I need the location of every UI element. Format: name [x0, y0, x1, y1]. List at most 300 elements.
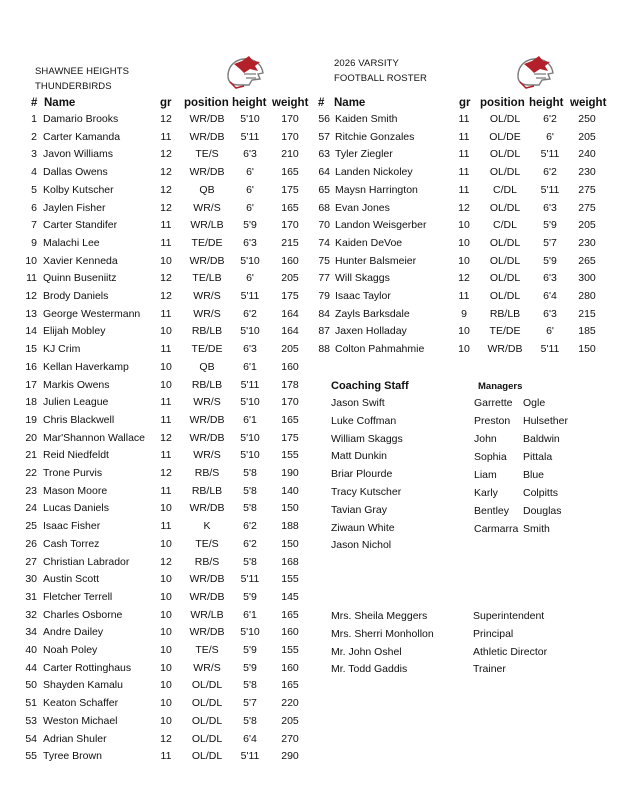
- manager-last-name: Pittala: [523, 451, 553, 463]
- player-number: 18: [25, 396, 37, 409]
- player-weight: 164: [281, 307, 299, 320]
- player-name: Shayden Kamalu: [43, 679, 123, 692]
- player-weight: 265: [578, 254, 596, 267]
- player-grade: 12: [160, 166, 172, 179]
- player-height: 6'1: [243, 360, 257, 373]
- player-grade: 12: [160, 148, 172, 161]
- player-grade: 11: [458, 113, 470, 125]
- player-position: C/DL: [493, 219, 517, 232]
- player-name: Carter Kamanda: [43, 130, 121, 143]
- manager-first-name: Liam: [474, 469, 497, 481]
- player-number: 70: [318, 219, 330, 232]
- player-height: 5'8: [243, 467, 257, 479]
- manager-last-name: Colpitts: [523, 487, 559, 499]
- player-weight: 160: [281, 360, 299, 373]
- player-position: TE/DE: [489, 325, 521, 338]
- admin-role: Superintendent: [473, 610, 545, 622]
- player-name: Kaiden Smith: [335, 113, 398, 125]
- player-position: WR/S: [193, 307, 221, 320]
- player-name: Mason Moore: [43, 484, 108, 497]
- player-number: 44: [25, 661, 37, 674]
- player-height: 5'11: [240, 750, 260, 763]
- player-number: 7: [31, 219, 37, 232]
- player-weight: 155: [281, 644, 299, 656]
- col-header-gr: gr: [160, 97, 172, 109]
- player-number: 88: [318, 343, 330, 356]
- player-position: RB/LB: [489, 307, 521, 320]
- player-number: 12: [25, 290, 37, 302]
- player-weight: 205: [281, 272, 299, 285]
- player-grade: 10: [160, 697, 172, 710]
- player-number: 34: [25, 626, 37, 639]
- player-number: 40: [25, 644, 37, 656]
- player-position: WR/DB: [189, 413, 225, 426]
- coaching-staff-title: Coaching Staff: [331, 380, 409, 392]
- player-number: 14: [25, 325, 37, 338]
- player-name: Tyler Ziegler: [335, 148, 393, 161]
- player-number: 11: [26, 272, 37, 285]
- player-position: QB: [199, 183, 215, 196]
- player-position: K: [203, 520, 211, 533]
- player-number: 68: [318, 201, 330, 214]
- player-weight: 175: [281, 290, 299, 302]
- player-height: 6'2: [543, 113, 557, 125]
- player-height: 5'8: [243, 555, 257, 568]
- player-name: Damario Brooks: [43, 113, 119, 125]
- player-weight: 205: [578, 130, 596, 143]
- player-weight: 155: [281, 449, 299, 462]
- player-position: OL/DL: [191, 750, 223, 763]
- player-number: 16: [25, 360, 37, 373]
- player-height: 5'9: [243, 590, 257, 603]
- player-height: 5'9: [243, 661, 257, 674]
- player-number: 77: [318, 272, 330, 285]
- player-name: Elijah Mobley: [43, 325, 106, 338]
- player-number: 51: [25, 697, 37, 710]
- player-weight: 165: [281, 201, 299, 214]
- player-height: 5'9: [243, 219, 257, 232]
- player-height: 5'11: [540, 183, 560, 196]
- player-number: 74: [318, 236, 330, 249]
- player-position: WR/DB: [189, 113, 225, 125]
- player-position: TE/S: [195, 148, 219, 161]
- player-number: 56: [318, 113, 330, 125]
- manager-first-name: Sophia: [474, 451, 507, 463]
- player-height: 5'10: [240, 626, 260, 639]
- coach-name: Jason Nichol: [331, 539, 392, 552]
- col-header-height: height: [232, 97, 267, 109]
- school-name-line2: THUNDERBIRDS: [35, 81, 112, 92]
- player-position: OL/DL: [489, 166, 521, 179]
- player-grade: 10: [160, 679, 172, 692]
- player-position: WR/DB: [189, 573, 225, 586]
- player-position: WR/S: [193, 201, 221, 214]
- player-grade: 11: [160, 396, 172, 409]
- player-position: WR/DB: [189, 626, 225, 639]
- player-position: WR/DB: [189, 502, 225, 515]
- school-name-line1: SHAWNEE HEIGHTS: [35, 66, 130, 77]
- player-number: 22: [25, 467, 37, 479]
- player-height: 5'10: [240, 254, 260, 267]
- player-position: WR/DB: [189, 590, 225, 603]
- player-grade: 11: [160, 343, 172, 356]
- player-weight: 175: [281, 431, 299, 444]
- player-name: Kaiden DeVoe: [335, 236, 403, 249]
- player-name: Cash Torrez: [43, 537, 100, 550]
- player-position: WR/DB: [189, 254, 225, 267]
- player-height: 6': [246, 183, 254, 196]
- player-name: Markis Owens: [43, 378, 110, 391]
- player-name: Tyree Brown: [43, 750, 102, 763]
- coach-name: William Skaggs: [331, 432, 403, 445]
- player-height: 6'3: [243, 343, 257, 356]
- player-position: WR/DB: [189, 130, 225, 143]
- player-name: Quinn Buseniitz: [43, 272, 117, 285]
- player-position: OL/DL: [191, 732, 223, 745]
- player-weight: 150: [578, 343, 596, 356]
- player-height: 6'2: [243, 307, 257, 320]
- manager-last-name: Blue: [523, 469, 545, 481]
- player-grade: 12: [160, 467, 172, 479]
- player-name: George Westermann: [43, 307, 141, 320]
- player-weight: 160: [281, 626, 299, 639]
- player-position: RB/S: [194, 555, 220, 568]
- player-name: Weston Michael: [43, 714, 118, 727]
- player-grade: 10: [458, 219, 470, 232]
- manager-first-name: Preston: [474, 415, 511, 427]
- player-position: TE/DE: [191, 236, 223, 249]
- player-weight: 170: [281, 113, 299, 125]
- player-weight: 275: [578, 183, 596, 196]
- player-height: 6': [246, 272, 254, 285]
- player-number: 19: [25, 413, 37, 426]
- player-position: WR/S: [193, 661, 221, 674]
- player-position: OL/DL: [489, 113, 521, 125]
- manager-first-name: John: [474, 433, 497, 445]
- player-grade: 10: [160, 537, 172, 550]
- player-number: 5: [31, 183, 37, 196]
- player-number: 64: [318, 166, 330, 179]
- player-position: WR/DB: [189, 431, 225, 444]
- player-grade: 10: [160, 626, 172, 639]
- player-height: 5'10: [240, 325, 260, 338]
- manager-first-name: Bentley: [474, 505, 510, 517]
- admin-name: Mrs. Sheila Meggers: [331, 610, 428, 622]
- player-weight: 165: [281, 608, 299, 621]
- player-grade: 12: [160, 201, 172, 214]
- col-header-name: Name: [334, 97, 366, 109]
- player-number: 23: [25, 484, 37, 497]
- player-grade: 11: [160, 413, 172, 426]
- player-number: 4: [31, 166, 37, 179]
- player-weight: 190: [281, 467, 299, 479]
- player-name: Landon Weisgerber: [335, 219, 427, 232]
- admin-name: Mr. John Oshel: [331, 645, 402, 658]
- player-name: Carter Standifer: [43, 219, 118, 232]
- player-name: Xavier Kenneda: [43, 254, 118, 267]
- player-number: 63: [318, 148, 330, 161]
- col-header-name: Name: [44, 97, 76, 109]
- player-name: Adrian Shuler: [43, 732, 107, 745]
- player-position: RB/S: [194, 467, 220, 479]
- player-grade: 10: [458, 343, 470, 356]
- player-name: Mar'Shannon Wallace: [43, 431, 146, 444]
- player-grade: 10: [160, 661, 172, 674]
- player-height: 6'3: [543, 307, 557, 320]
- player-position: RB/LB: [191, 484, 223, 497]
- player-weight: 215: [578, 307, 596, 320]
- player-grade: 11: [458, 183, 470, 196]
- player-name: Hunter Balsmeier: [335, 254, 417, 267]
- player-position: RB/LB: [191, 378, 223, 391]
- player-height: 6'2: [243, 520, 257, 533]
- manager-last-name: Ogle: [523, 397, 546, 409]
- player-height: 5'8: [243, 484, 257, 497]
- player-grade: 10: [458, 254, 470, 267]
- player-weight: 240: [578, 148, 596, 161]
- player-number: 54: [25, 732, 37, 745]
- player-height: 5'11: [540, 148, 560, 161]
- player-height: 5'7: [543, 236, 557, 249]
- player-weight: 160: [281, 661, 299, 674]
- managers-title: Managers: [478, 381, 523, 392]
- player-number: 84: [318, 307, 330, 320]
- player-grade: 12: [160, 272, 172, 285]
- player-weight: 230: [578, 236, 596, 249]
- col-header-gr: gr: [459, 97, 471, 109]
- coach-name: Luke Coffman: [331, 414, 397, 427]
- player-height: 5'8: [243, 502, 257, 515]
- player-weight: 165: [281, 166, 299, 179]
- player-number: 2: [31, 130, 37, 143]
- player-name: Christian Labrador: [43, 555, 130, 568]
- player-position: WR/LB: [190, 219, 224, 232]
- player-grade: 10: [458, 236, 470, 249]
- player-name: Carter Rottinghaus: [43, 661, 132, 674]
- player-grade: 10: [160, 360, 172, 373]
- manager-first-name: Karly: [474, 487, 498, 499]
- player-position: TE/DE: [191, 343, 223, 356]
- manager-first-name: Carmarra: [474, 523, 519, 535]
- player-weight: 150: [281, 502, 299, 515]
- col-header-position: position: [480, 97, 525, 109]
- player-name: Ritchie Gonzales: [335, 130, 415, 143]
- player-number: 53: [25, 714, 37, 727]
- player-name: Andre Dailey: [43, 626, 104, 639]
- player-grade: 11: [160, 520, 172, 533]
- player-weight: 170: [281, 396, 299, 409]
- player-height: 6': [546, 325, 554, 338]
- player-grade: 10: [160, 378, 172, 391]
- player-height: 5'11: [240, 130, 260, 143]
- player-number: 3: [31, 148, 37, 161]
- player-height: 5'11: [240, 378, 260, 391]
- player-grade: 11: [160, 219, 172, 232]
- player-height: 5'11: [240, 290, 260, 302]
- player-number: 57: [318, 130, 330, 143]
- player-weight: 145: [281, 590, 299, 603]
- player-number: 30: [25, 573, 37, 586]
- player-height: 6'3: [243, 236, 257, 249]
- player-name: Trone Purvis: [43, 467, 103, 479]
- player-number: 50: [25, 679, 37, 692]
- player-grade: 12: [458, 201, 470, 214]
- player-weight: 210: [281, 148, 299, 161]
- player-name: Reid Niedfeldt: [43, 449, 109, 462]
- player-number: 26: [25, 537, 37, 550]
- manager-last-name: Baldwin: [523, 433, 560, 445]
- player-weight: 205: [281, 343, 299, 356]
- player-position: WR/DB: [487, 343, 523, 356]
- player-name: Maysn Harrington: [335, 183, 418, 196]
- player-grade: 12: [458, 272, 470, 285]
- player-name: Brody Daniels: [43, 290, 109, 302]
- player-number: 20: [25, 431, 37, 444]
- player-number: 32: [25, 608, 37, 621]
- player-height: 5'9: [543, 254, 557, 267]
- player-position: OL/DL: [489, 201, 521, 214]
- admin-role: Trainer: [473, 663, 506, 676]
- player-height: 5'10: [240, 396, 260, 409]
- player-name: Charles Osborne: [43, 608, 123, 621]
- player-position: WR/S: [193, 396, 221, 409]
- admin-role: Principal: [473, 627, 514, 640]
- coach-name: Briar Plourde: [331, 468, 393, 481]
- player-weight: 220: [281, 697, 299, 710]
- manager-last-name: Hulsether: [523, 415, 568, 427]
- player-name: Noah Poley: [43, 644, 98, 656]
- coach-name: Matt Dunkin: [331, 450, 388, 463]
- player-position: OL/DL: [489, 236, 521, 249]
- player-height: 6'3: [243, 148, 257, 161]
- player-name: Isaac Fisher: [43, 520, 101, 533]
- player-weight: 205: [281, 714, 299, 727]
- player-height: 5'11: [240, 573, 260, 586]
- player-weight: 290: [281, 750, 299, 763]
- player-grade: 12: [160, 183, 172, 196]
- player-height: 5'10: [240, 113, 260, 125]
- coach-name: Tavian Gray: [331, 503, 388, 516]
- player-weight: 160: [281, 254, 299, 267]
- player-name: KJ Crim: [43, 343, 81, 356]
- roster-title-line2: FOOTBALL ROSTER: [334, 73, 427, 84]
- player-number: 25: [25, 520, 37, 533]
- player-position: OL/DL: [489, 272, 521, 285]
- player-weight: 175: [281, 183, 299, 196]
- manager-first-name: Garrette: [474, 397, 513, 409]
- player-position: TE/S: [195, 644, 219, 656]
- player-number: 6: [31, 201, 37, 214]
- player-name: Lucas Daniels: [43, 502, 109, 515]
- manager-last-name: Douglas: [523, 505, 562, 517]
- player-number: 10: [25, 254, 37, 267]
- player-grade: 11: [458, 130, 470, 143]
- player-position: OL/DL: [489, 290, 521, 302]
- player-height: 6'4: [243, 732, 257, 745]
- player-name: Isaac Taylor: [335, 290, 391, 302]
- player-name: Jaylen Fisher: [43, 201, 106, 214]
- player-height: 6'4: [543, 290, 557, 302]
- col-header-height: height: [529, 97, 564, 109]
- player-weight: 170: [281, 130, 299, 143]
- player-position: OL/DL: [191, 714, 223, 727]
- player-name: Evan Jones: [335, 201, 390, 214]
- player-name: Dallas Owens: [43, 166, 108, 179]
- player-number: 9: [31, 236, 37, 249]
- player-position: OL/DL: [191, 697, 223, 710]
- player-name: Julien League: [43, 396, 109, 409]
- player-height: 5'9: [543, 219, 557, 232]
- player-number: 79: [318, 290, 330, 302]
- player-number: 87: [318, 325, 330, 338]
- player-name: Fletcher Terrell: [43, 590, 113, 603]
- player-grade: 11: [160, 307, 172, 320]
- player-position: WR/DB: [189, 166, 225, 179]
- player-position: OL/DE: [489, 130, 521, 143]
- col-header-weight: weight: [570, 97, 607, 109]
- player-position: WR/LB: [190, 608, 224, 621]
- admin-name: Mrs. Sherri Monhollon: [331, 627, 434, 640]
- player-weight: 215: [281, 236, 299, 249]
- player-weight: 280: [578, 290, 596, 302]
- player-height: 5'10: [240, 449, 260, 462]
- player-grade: 11: [458, 290, 470, 302]
- player-name: Zayls Barksdale: [335, 307, 410, 320]
- player-name: Malachi Lee: [43, 236, 100, 249]
- admin-role: Athletic Director: [473, 645, 548, 658]
- player-weight: 165: [281, 679, 299, 692]
- coach-name: Jason Swift: [331, 397, 385, 409]
- player-weight: 150: [281, 537, 299, 550]
- player-grade: 11: [160, 484, 172, 497]
- col-header-weight: weight: [272, 97, 309, 109]
- player-height: 6'3: [543, 272, 557, 285]
- player-height: 6': [246, 166, 254, 179]
- player-grade: 12: [160, 431, 172, 444]
- player-height: 5'11: [540, 343, 560, 356]
- player-grade: 10: [160, 608, 172, 621]
- player-name: Chris Blackwell: [43, 413, 115, 426]
- player-weight: 165: [281, 413, 299, 426]
- player-grade: 12: [160, 113, 172, 125]
- player-weight: 170: [281, 219, 299, 232]
- player-grade: 12: [160, 290, 172, 302]
- player-position: OL/DL: [489, 254, 521, 267]
- player-height: 5'8: [243, 679, 257, 692]
- player-height: 5'8: [243, 714, 257, 727]
- player-grade: 11: [458, 166, 470, 179]
- player-weight: 300: [578, 272, 596, 285]
- player-height: 6'1: [243, 608, 257, 621]
- player-height: 6': [546, 130, 554, 143]
- player-grade: 10: [160, 590, 172, 603]
- player-grade: 9: [461, 307, 467, 320]
- player-height: 6'1: [243, 413, 257, 426]
- coach-name: Ziwaun White: [331, 521, 395, 534]
- player-grade: 10: [160, 573, 172, 586]
- player-grade: 11: [160, 449, 172, 462]
- player-position: QB: [199, 360, 215, 373]
- player-weight: 168: [281, 555, 299, 568]
- player-position: RB/LB: [191, 325, 223, 338]
- player-position: C/DL: [493, 183, 517, 196]
- player-position: TE/S: [195, 537, 219, 550]
- player-position: WR/S: [193, 290, 221, 302]
- player-weight: 164: [281, 325, 299, 338]
- player-grade: 11: [160, 750, 172, 763]
- player-number: 65: [318, 183, 330, 196]
- player-weight: 250: [578, 113, 596, 125]
